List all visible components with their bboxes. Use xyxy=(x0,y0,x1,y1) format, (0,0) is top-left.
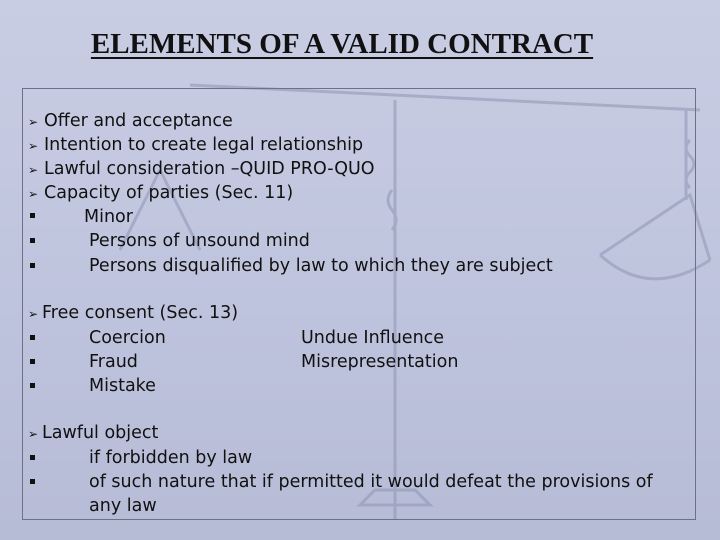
bullet-offer: Offer and acceptance xyxy=(44,111,233,131)
arrow-bullet-icon: ➢ xyxy=(28,139,39,153)
bullet-capacity: Capacity of parties (Sec. 11) xyxy=(44,183,294,203)
lawful-object-defeat: of such nature that if permitted it would defeat the provisions of xyxy=(89,472,653,492)
lawful-object-heading: Lawful object xyxy=(42,423,159,443)
square-bullet-icon xyxy=(30,238,35,243)
lawful-object-any-law: any law xyxy=(89,496,157,516)
square-bullet-icon xyxy=(30,383,35,388)
consent-coercion: Coercion xyxy=(89,328,166,348)
arrow-bullet-icon: ➢ xyxy=(28,307,39,321)
square-bullet-icon xyxy=(30,263,35,268)
arrow-bullet-icon: ➢ xyxy=(28,427,39,441)
bullet-consideration: Lawful consideration –QUID PRO-QUO xyxy=(44,159,375,179)
subitem-unsound-mind: Persons of unsound mind xyxy=(89,231,310,251)
consent-mistake: Mistake xyxy=(89,376,156,396)
square-bullet-icon xyxy=(30,335,35,340)
subitem-minor: Minor xyxy=(84,207,133,227)
consent-undue-influence: Undue Influence xyxy=(301,328,445,348)
arrow-bullet-icon: ➢ xyxy=(28,163,39,177)
subitem-disqualified: Persons disqualified by law to which they are subject xyxy=(89,256,553,276)
square-bullet-icon xyxy=(30,455,35,460)
lawful-object-forbidden: if forbidden by law xyxy=(89,448,253,468)
square-bullet-icon xyxy=(30,359,35,364)
slide-title: ELEMENTS OF A VALID CONTRACT xyxy=(90,28,594,60)
bullet-intention: Intention to create legal relationship xyxy=(44,135,364,155)
square-bullet-icon xyxy=(30,213,35,218)
consent-misrepresentation: Misrepresentation xyxy=(301,352,459,372)
arrow-bullet-icon: ➢ xyxy=(28,115,39,129)
square-bullet-icon xyxy=(30,479,35,484)
consent-fraud: Fraud xyxy=(89,352,138,372)
free-consent-heading: Free consent (Sec. 13) xyxy=(42,303,239,323)
arrow-bullet-icon: ➢ xyxy=(28,187,39,201)
